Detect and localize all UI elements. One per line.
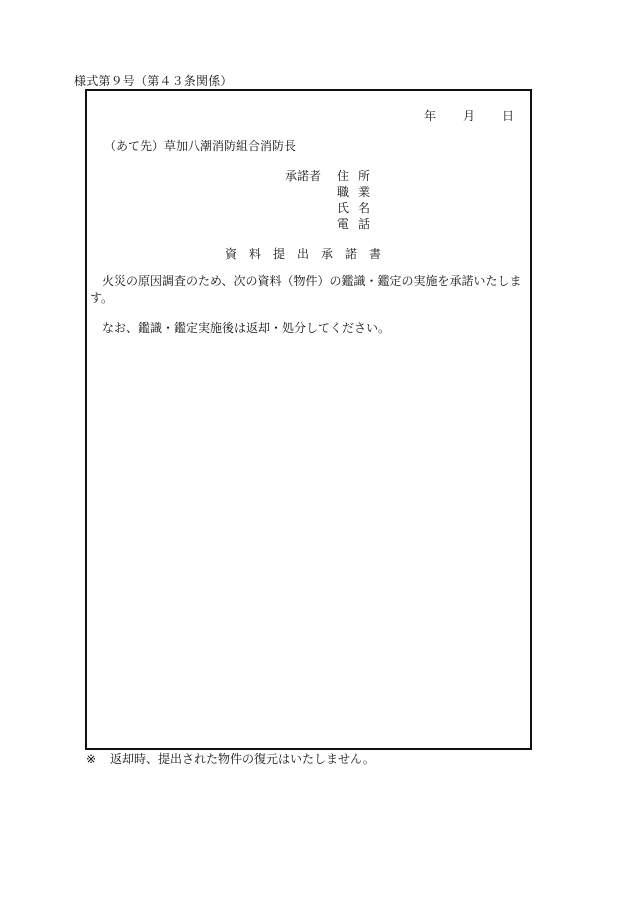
field-occupation-label: 職業 [337, 185, 380, 199]
form-number: 様式第９号（第４３条関係） [74, 74, 233, 88]
footnote [86, 750, 375, 767]
document-title: 資料提出承諾書 [225, 247, 394, 261]
date-year-label: 年 [424, 109, 437, 123]
field-address-label: 住所 [337, 169, 380, 183]
date-month-label: 月 [463, 109, 476, 123]
form-frame [85, 89, 532, 750]
date-day-label: 日 [502, 109, 515, 123]
body-paragraph-return: なお、鑑識・鑑定実施後は返却・処分してください。 [102, 321, 391, 335]
consenter-label: 承諾者 [285, 169, 322, 183]
footnote-mark: ※ [86, 752, 97, 766]
field-phone-label: 電話 [337, 217, 380, 231]
field-name-label: 氏名 [337, 201, 380, 215]
addressee: （あて先）草加八潮消防組合消防長 [104, 139, 297, 153]
footnote-text: 返却時、提出された物件の復元はいたしません。 [110, 752, 375, 766]
body-paragraph-consent: 火災の原因調査のため、次の資料（物件）の鑑識・鑑定の実施を承諾いたします。 [90, 274, 522, 305]
